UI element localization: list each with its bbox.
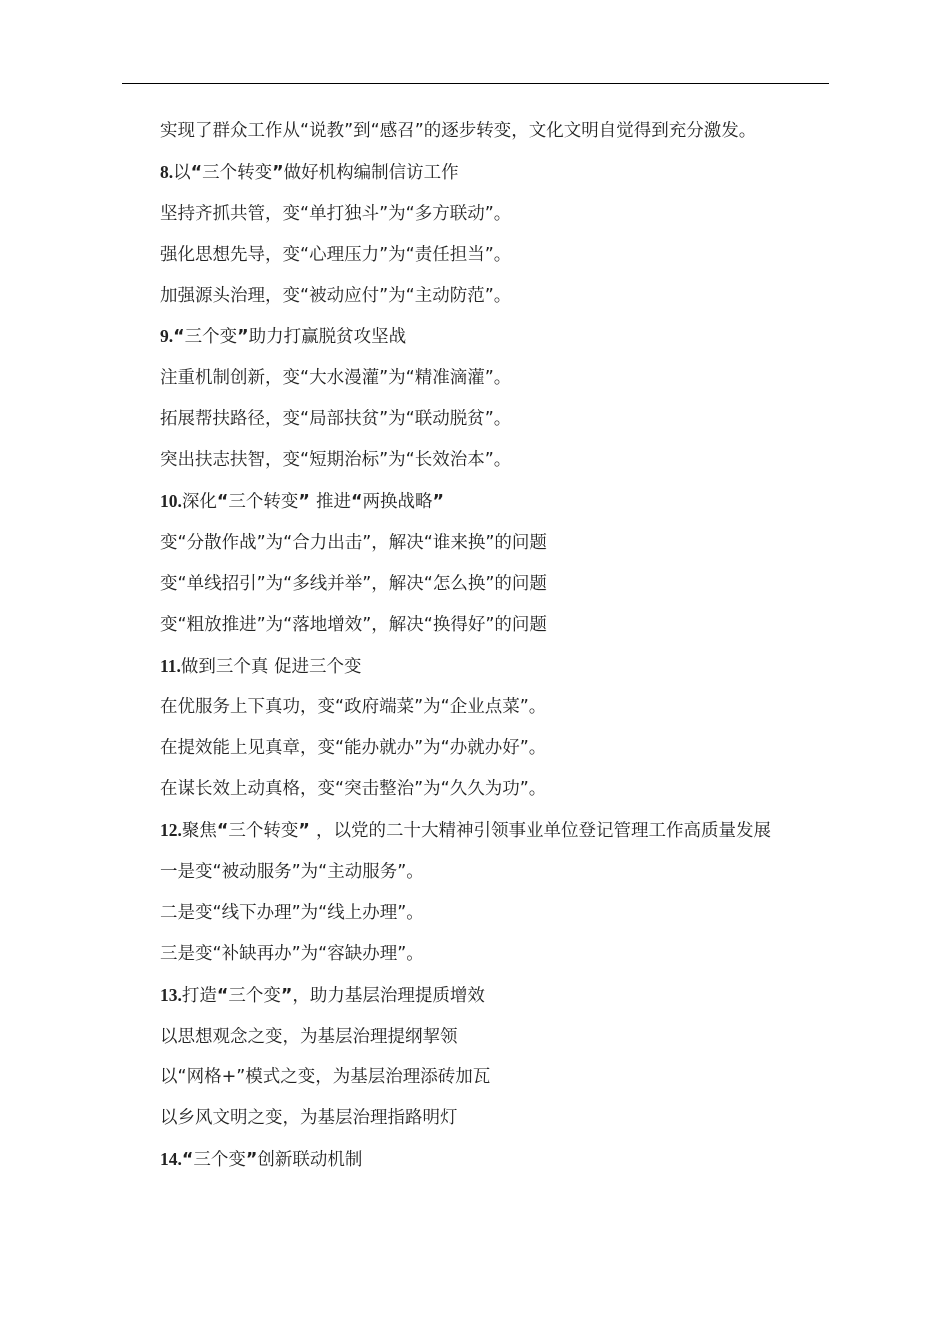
section-heading <box>122 160 822 185</box>
heading-text: “ <box>351 492 363 513</box>
heading-text: 三个变 <box>228 985 281 1006</box>
heading-text: 深化 <box>181 492 217 513</box>
heading-text: ” <box>280 985 293 1006</box>
body-paragraph: 变“单线招引”为“多线并举”，解决“怎么换”的问题 <box>160 573 547 594</box>
section-heading <box>122 324 822 349</box>
section-heading <box>122 818 822 843</box>
section-number: 9. <box>160 326 174 347</box>
body-paragraph: 加强源头治理，变“被动应付”为“主动防范”。 <box>160 285 512 306</box>
section-number: 13. <box>160 984 182 1005</box>
heading-text: ” <box>298 492 316 513</box>
heading-text: ，以党的二十大精神引领事业单位登记管理工作高质量发展 <box>316 821 771 842</box>
heading-text: “ <box>190 162 203 183</box>
document-body <box>122 119 822 1189</box>
body-paragraph: 突出扶志扶智，变“短期治标”为“长效治本”。 <box>160 450 512 471</box>
heading-text: “ <box>216 821 229 842</box>
body-paragraph: 在提效能上见真章，变“能办就办”为“办就办好”。 <box>160 738 547 759</box>
heading-text: ，助力基层治理提质增效 <box>292 985 485 1006</box>
heading-text: “ <box>181 1150 194 1171</box>
body-paragraph: 注重机制创新，变“大水漫灌”为“精准滴灌”。 <box>160 368 512 389</box>
heading-text: 三个变 <box>193 1150 246 1171</box>
section-number: 10. <box>160 491 182 512</box>
heading-text: 创新联动机制 <box>257 1150 363 1171</box>
body-paragraph: 二是变“线下办理”为“线上办理”。 <box>160 902 424 923</box>
heading-text: 三个转变 <box>202 162 273 183</box>
heading-text: 做到三个真 促进三个变 <box>180 656 362 677</box>
body-paragraph: 变“分散作战”为“合力出击”，解决“谁来换”的问题 <box>160 532 547 553</box>
heading-text: 两换战略 <box>362 492 433 513</box>
section-heading <box>122 489 822 514</box>
section-heading <box>122 983 822 1008</box>
body-paragraph: 以“网格+”模式之变，为基层治理添砖加瓦 <box>160 1067 491 1088</box>
section-number: 14. <box>160 1149 182 1170</box>
body-paragraph: 拓展帮扶路径，变“局部扶贫”为“联动脱贫”。 <box>160 409 512 430</box>
section-number: 11. <box>160 655 181 676</box>
heading-text: ” <box>245 1150 258 1171</box>
heading-text: ” <box>432 492 445 513</box>
heading-text: “ <box>216 985 229 1006</box>
heading-text: “ <box>173 327 185 348</box>
heading-text: ” <box>237 327 249 348</box>
heading-text: 做好机构编制信访工作 <box>283 162 459 183</box>
heading-text: “ <box>216 492 229 513</box>
section-number: 12. <box>160 820 182 841</box>
body-paragraph: 坚持齐抓共管，变“单打独斗”为“多方联动”。 <box>160 203 512 224</box>
body-paragraph: 以思想观念之变，为基层治理提纲挈领 <box>160 1026 458 1047</box>
heading-text: ” <box>298 821 316 842</box>
section-heading <box>122 654 822 679</box>
body-paragraph: 以乡风文明之变，为基层治理指路明灯 <box>160 1108 458 1129</box>
heading-text: 以 <box>173 162 191 183</box>
heading-text: 三个转变 <box>228 492 299 513</box>
body-paragraph: 在优服务上下真功，变“政府端菜”为“企业点菜”。 <box>160 697 547 718</box>
section-number: 8. <box>160 161 174 182</box>
body-paragraph: 强化思想先导，变“心理压力”为“责任担当”。 <box>160 244 512 265</box>
heading-text: 推进 <box>316 492 351 513</box>
body-paragraph: 变“粗放推进”为“落地增效”，解决“换得好”的问题 <box>160 614 547 635</box>
header-rule <box>122 83 829 84</box>
heading-text: 三个变 <box>184 327 238 348</box>
heading-text: 三个转变 <box>228 821 299 842</box>
heading-text: 助力打赢脱贫攻坚战 <box>248 327 407 348</box>
body-paragraph: 三是变“补缺再办”为“容缺办理”。 <box>160 943 424 964</box>
body-paragraph: 在谋长效上动真格，变“突击整治”为“久久为功”。 <box>160 779 547 800</box>
section-heading <box>122 1147 822 1172</box>
heading-text: 打造 <box>181 985 217 1006</box>
heading-text: 聚焦 <box>181 821 217 842</box>
body-paragraph: 一是变“被动服务”为“主动服务”。 <box>160 862 424 883</box>
heading-text: ” <box>272 162 284 183</box>
body-paragraph: 实现了群众工作从“说教”到“感召”的逐步转变，文化文明自觉得到充分激发。 <box>160 121 757 141</box>
